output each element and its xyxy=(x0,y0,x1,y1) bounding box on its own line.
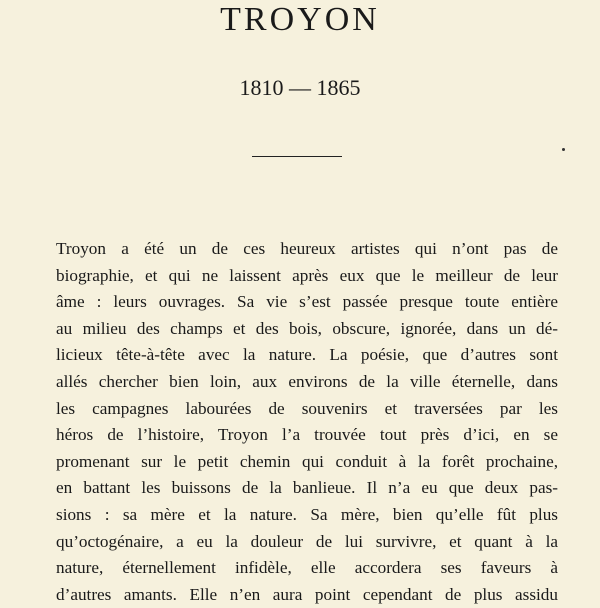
section-divider xyxy=(252,156,342,157)
text-line: Troyon a été un de ces heureux artistes qui n’ont pas de xyxy=(56,239,558,258)
text-line: héros de l’histoire, Troyon l’a trouvée tout près d’ici, en se xyxy=(56,425,558,445)
body-paragraph xyxy=(56,236,558,608)
text-line: les campagnes labourées de souvenirs et traversées par les xyxy=(56,398,558,418)
life-dates: 1810 — 1865 xyxy=(239,75,361,100)
text-line: licieux tête-à-tête avec la nature. La poésie, que d’autres sont xyxy=(56,345,558,365)
paper-speck xyxy=(562,148,565,151)
text-line: âme : leurs ouvrages. Sa vie s’est passée presque toute entière xyxy=(56,292,558,312)
text-line: biographie, et qui ne laissent après eux que le meilleur de leur xyxy=(56,265,558,285)
text-line: promenant sur le petit chemin qui conduit à la forêt prochaine, xyxy=(56,451,558,471)
text-line: d’autres amants. Elle n’en aura point cependant de plus assidu xyxy=(56,584,558,604)
text-line: sions : sa mère et la nature. Sa mère, bien qu’elle fût plus xyxy=(56,504,558,524)
text-line: nature, éternellement infidèle, elle accordera ses faveurs à xyxy=(56,558,558,578)
text-line: au milieu des champs et des bois, obscure, ignorée, dans un dé- xyxy=(56,318,558,338)
text-line: qu’octogénaire, a eu la douleur de lui survivre, et quant à la xyxy=(56,531,558,551)
text-line: allés chercher bien loin, aux environs de la ville éternelle, dans xyxy=(56,371,558,391)
text-line: en battant les buissons de la banlieue. Il n’a eu que deux pas- xyxy=(56,478,558,498)
page-title: TROYON xyxy=(220,1,380,38)
